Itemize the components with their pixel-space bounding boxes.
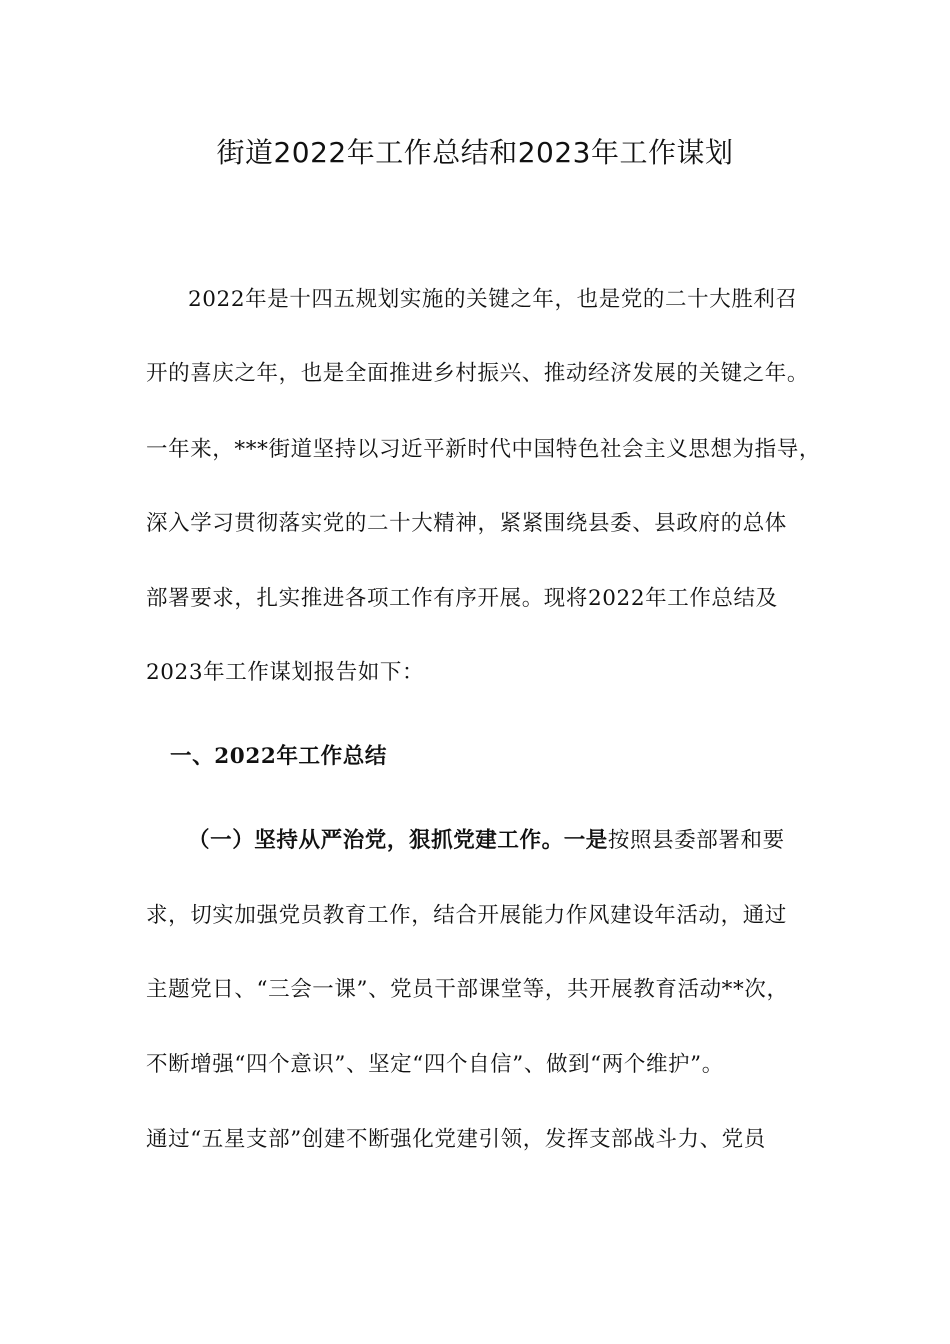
paragraph-line: 开的喜庆之年，也是全面推进乡村振兴、推动经济发展的关键之年。 [146,361,810,386]
paragraph-line: 2022年是十四五规划实施的关键之年，也是党的二十大胜利召 [188,287,798,312]
paragraph-line: 主题党日、“三会一课”、党员干部课堂等，共开展教育活动**次， [146,977,789,1002]
paragraph-line: 一年来，***街道坚持以习近平新时代中国特色社会主义思想为指导， [146,437,821,462]
section-heading: 一、2022年工作总结 [170,744,387,769]
paragraph-line: 2023年工作谋划报告如下： [146,660,425,685]
paragraph-line: 部署要求，扎实推进各项工作有序开展。现将2022年工作总结及 [146,586,778,611]
paragraph-text: 按照县委部署和要 [607,828,785,853]
paragraph-line: 不断增强“四个意识”、坚定“四个自信”、做到“两个维护”。 [146,1052,724,1077]
document-title: 街道2022年工作总结和2023年工作谋划 [216,136,734,169]
point-marker: 一是 [563,828,608,853]
paragraph-line: 深入学习贯彻落实党的二十大精神，紧紧围绕县委、县政府的总体 [146,511,787,536]
subsection-heading: （一）坚持从严治党，狠抓党建工作。 [188,828,564,853]
paragraph-line: 求，切实加强党员教育工作，结合开展能力作风建设年活动，通过 [146,903,787,928]
paragraph-line: 通过“五星支部”创建不断强化党建引领，发挥支部战斗力、党员 [146,1127,766,1152]
subsection-first-line [188,826,816,856]
